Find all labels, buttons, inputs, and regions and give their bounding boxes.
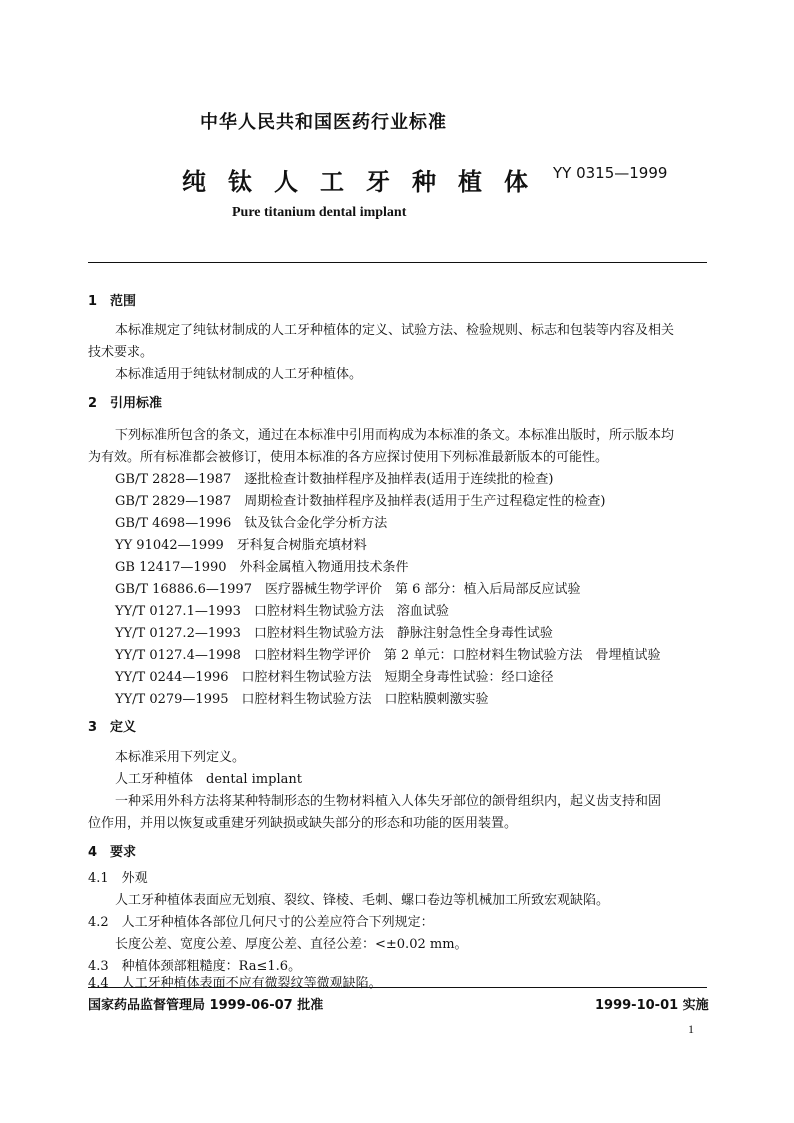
section-1-para-2: 本标准适用于纯钛材制成的人工牙种植体。 — [115, 367, 363, 382]
issuing-organization: 中华人民共和国医药行业标准 — [200, 112, 447, 133]
section-1-para-1-line-1: 本标准规定了纯钛材制成的人工牙种植体的定义、试验方法、检验规则、标志和包装等内容及相关 — [115, 323, 675, 338]
clause-4-4: 4.4 人工牙种植体表面不应有微裂纹等微观缺陷。 — [88, 976, 382, 991]
section-3-heading: 3 定义 — [88, 720, 137, 735]
reference-item: YY 91042—1999 牙科复合树脂充填材料 — [115, 538, 367, 553]
section-2-intro-line-1: 下列标准所包含的条文，通过在本标准中引用而构成为本标准的条文。本标准出版时，所示版本均 — [115, 428, 675, 443]
clause-4-2-text: 长度公差、宽度公差、厚度公差、直径公差：<±0.02 mm。 — [115, 937, 468, 952]
section-4-heading: 4 要求 — [88, 845, 137, 860]
definition-text-line-1: 一种采用外科方法将某种特制形态的生物材料植入人体失牙部位的颌骨组织内，起义齿支持和固 — [115, 794, 662, 809]
reference-item: GB/T 2828—1987 逐批检查计数抽样程序及抽样表(适用于连续批的检查) — [115, 472, 554, 487]
section-2-heading: 2 引用标准 — [88, 396, 163, 411]
header-divider — [88, 262, 707, 263]
reference-item: GB/T 2829—1987 周期检查计数抽样程序及抽样表(适用于生产过程稳定性的检查) — [115, 494, 606, 509]
clause-4-2-heading: 4.2 人工牙种植体各部位几何尺寸的公差应符合下列规定： — [88, 915, 434, 930]
page-number: 1 — [688, 1022, 694, 1036]
clause-4-1-text: 人工牙种植体表面应无划痕、裂纹、锋棱、毛刺、螺口卷边等机械加工所致宏观缺陷。 — [115, 893, 610, 908]
section-2-intro-line-2: 为有效。所有标准都会被修订，使用本标准的各方应探讨使用下列标准最新版本的可能性。 — [88, 450, 609, 465]
standard-code: YY 0315—1999 — [553, 164, 668, 182]
effective-date: 1999-10-01 实施 — [595, 998, 709, 1013]
reference-item: GB/T 4698—1996 钛及钛合金化学分析方法 — [115, 516, 388, 531]
reference-item: YY/T 0279—1995 口腔材料生物试验方法 口腔粘膜刺激实验 — [115, 692, 489, 707]
clause-4-3: 4.3 种植体颈部粗糙度：Ra≤1.6。 — [88, 959, 302, 974]
reference-item: YY/T 0127.1—1993 口腔材料生物试验方法 溶血试验 — [115, 604, 449, 619]
footer-divider — [88, 987, 707, 988]
clause-4-1-heading: 4.1 外观 — [88, 871, 148, 886]
reference-item: YY/T 0127.4—1998 口腔材料生物学评价 第 2 单元：口腔材料生物试验方法 骨埋植试验 — [115, 648, 661, 663]
section-1-heading: 1 范围 — [88, 294, 137, 309]
approval-date: 国家药品监督管理局 1999-06-07 批准 — [88, 998, 324, 1013]
section-3-intro: 本标准采用下列定义。 — [115, 750, 246, 765]
definition-text-line-2: 位作用，并用以恢复或重建牙列缺损或缺失部分的形态和功能的医用装置。 — [88, 816, 518, 831]
reference-item: GB/T 16886.6—1997 医疗器械生物学评价 第 6 部分：植入后局部反应试验 — [115, 582, 581, 597]
reference-item: GB 12417—1990 外科金属植入物通用技术条件 — [115, 560, 409, 575]
section-1-para-1-line-2: 技术要求。 — [88, 345, 154, 360]
reference-item: YY/T 0244—1996 口腔材料生物试验方法 短期全身毒性试验：经口途径 — [115, 670, 554, 685]
definition-term: 人工牙种植体 dental implant — [115, 772, 302, 787]
english-title: Pure titanium dental implant — [232, 205, 407, 220]
reference-item: YY/T 0127.2—1993 口腔材料生物试验方法 静脉注射急性全身毒性试验 — [115, 626, 553, 641]
document-title: 纯钛人工牙种植体 — [182, 168, 550, 196]
